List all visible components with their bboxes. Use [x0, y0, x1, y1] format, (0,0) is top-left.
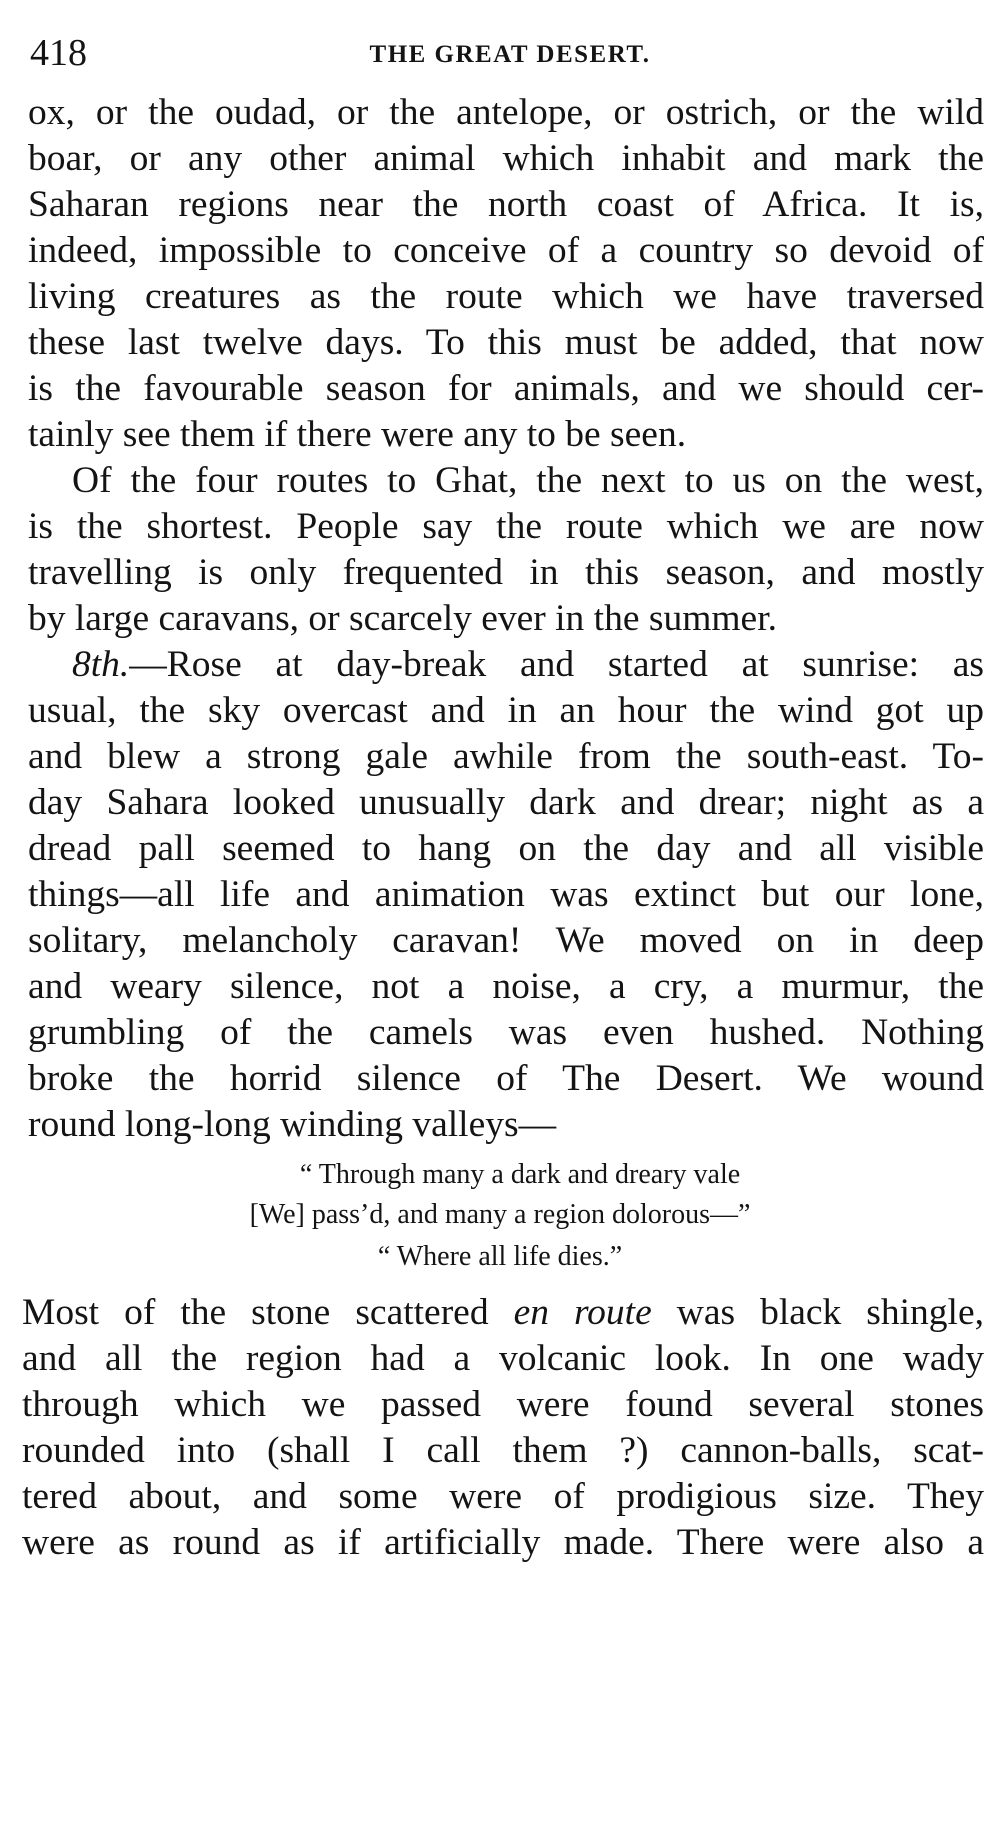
- text-line: solitary, melancholy caravan! We moved on in deep: [28, 920, 984, 961]
- verse-line: “ Through many a dark and dreary vale: [299, 1159, 741, 1190]
- text-line: grumbling of the camels was even hushed. Nothing: [28, 1012, 984, 1053]
- text-line: ox, or the oudad, or the antelope, or ostrich, or the wild: [28, 92, 984, 133]
- text-line: and all the region had a volcanic look. In one wady: [22, 1338, 984, 1379]
- text-line: Most of the stone scattered en route was black shingle,: [22, 1292, 984, 1333]
- text-line: day Sahara looked unusually dark and drear; night as a: [28, 782, 984, 823]
- text-line: travelling is only frequented in this season, and mostly: [28, 552, 984, 593]
- text-line: by large caravans, or scarcely ever in the summer.: [28, 598, 777, 639]
- text-line: Of the four routes to Ghat, the next to us on the west,: [72, 460, 984, 501]
- text-line: rounded into (shall I call them ?) cannon-balls, scat-: [22, 1430, 984, 1471]
- text-line: dread pall seemed to hang on the day and all visible: [28, 828, 984, 869]
- text-line: boar, or any other animal which inhabit and mark the: [28, 138, 984, 179]
- text-line: and blew a strong gale awhile from the south-east. To-: [28, 736, 984, 777]
- text-line: 8th.—Rose at day-break and started at sunrise: as: [72, 644, 984, 685]
- verse-line: [We] pass’d, and many a region dolorous—”: [249, 1199, 751, 1230]
- text-line: these last twelve days. To this must be added, that now: [28, 322, 984, 363]
- text-line: is the favourable season for animals, and we should cer-: [28, 368, 984, 409]
- text-line: usual, the sky overcast and in an hour the wind got up: [28, 690, 984, 731]
- text-line: things—all life and animation was extinct but our lone,: [28, 874, 984, 915]
- text-line: Saharan regions near the north coast of Africa. It is,: [28, 184, 984, 225]
- text-line: tainly see them if there were any to be seen.: [28, 414, 687, 455]
- text-line: through which we passed were found several stones: [22, 1384, 984, 1425]
- running-title: THE GREAT DESERT.: [369, 41, 651, 68]
- text-line: were as round as if artificially made. There were also a: [22, 1522, 984, 1563]
- page-number: 418: [30, 32, 87, 74]
- italic-phrase: en route: [513, 1292, 652, 1333]
- text-line: round long-long winding valleys—: [28, 1104, 557, 1145]
- text-line: indeed, impossible to conceive of a country so devoid of: [28, 230, 984, 271]
- text-line: broke the horrid silence of The Desert. We wound: [28, 1058, 984, 1099]
- text-line: living creatures as the route which we have traversed: [28, 276, 984, 317]
- text-line: is the shortest. People say the route which we are now: [28, 506, 984, 547]
- text-line: tered about, and some were of prodigious size. They: [22, 1476, 984, 1517]
- text-line: and weary silence, not a noise, a cry, a murmur, the: [28, 966, 984, 1007]
- running-head: [0, 28, 1000, 78]
- date-marker: 8th.: [72, 644, 130, 685]
- verse-line: “ Where all life dies.”: [377, 1241, 623, 1272]
